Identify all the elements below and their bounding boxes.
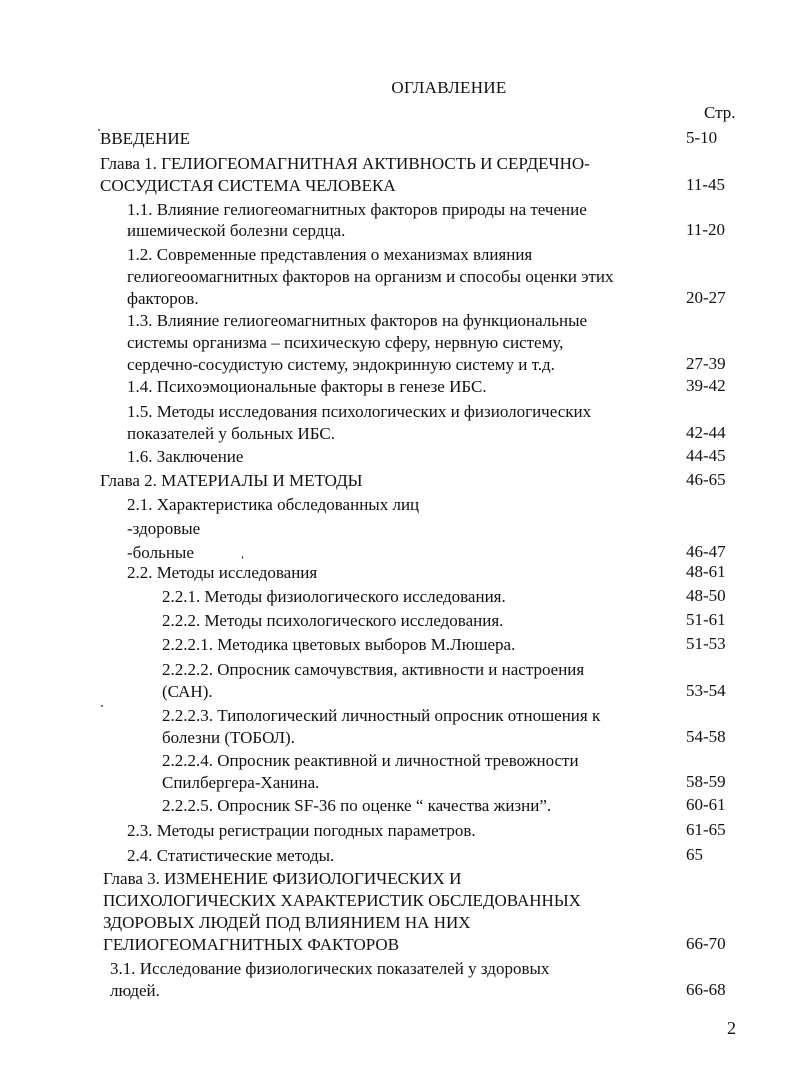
toc-entry-line: 2.2.2.4. Опросник реактивной и личностной тревожности bbox=[162, 751, 579, 770]
toc-entry-line: (САН). bbox=[162, 682, 213, 701]
toc-entry-page-range: 53-54 bbox=[686, 681, 726, 700]
toc-entry-line: 2.4. Статистические методы. bbox=[127, 846, 335, 865]
toc-entry-line: людей. bbox=[110, 981, 160, 1000]
toc-entry-line: ВВЕДЕНИЕ bbox=[100, 129, 190, 148]
toc-entry-page-range: 5-10 bbox=[686, 128, 718, 147]
toc-entry-page-range: 60-61 bbox=[686, 795, 726, 814]
toc-entry-page-range: 39-42 bbox=[686, 376, 726, 395]
page-number: 2 bbox=[727, 1018, 736, 1038]
toc-entry-page-range: 46-65 bbox=[686, 470, 726, 489]
toc-entry-page-range: 66-68 bbox=[686, 980, 726, 999]
toc-entry-page-range: 42-44 bbox=[686, 423, 726, 442]
toc-entry-page-range: 46-47 bbox=[686, 542, 726, 561]
toc-entry-line: 2.2.2.2. Опросник самочувствия, активности и настроения bbox=[162, 660, 585, 679]
toc-entry-line: -больные bbox=[127, 543, 194, 562]
toc-entry-line: 1.5. Методы исследования психологических и физиологических bbox=[127, 402, 592, 421]
toc-entry-line: 1.4. Психоэмоциональные факторы в генезе ИБС. bbox=[127, 377, 487, 396]
toc-entry-line: Глава 2. МАТЕРИАЛЫ И МЕТОДЫ bbox=[100, 471, 363, 490]
toc-entry-line: 2.2. Методы исследования bbox=[127, 563, 318, 582]
scan-speck bbox=[242, 556, 243, 559]
toc-entry-line: 3.1. Исследование физиологических показателей у здоровых bbox=[110, 959, 550, 978]
toc-entry-line: 2.2.2.3. Типологический личностный опросник отношения к bbox=[162, 706, 601, 725]
toc-entry-line: 2.3. Методы регистрации погодных параметров. bbox=[127, 821, 476, 840]
toc-entry-line: показателей у больных ИБС. bbox=[127, 424, 336, 443]
toc-entry-line: 1.2. Современные представления о механизмах влияния bbox=[127, 245, 533, 264]
toc-entry-line: Глава 1. ГЕЛИОГЕОМАГНИТНАЯ АКТИВНОСТЬ И СЕРДЕЧНО- bbox=[100, 154, 590, 173]
toc-entry-page-range: 51-53 bbox=[686, 634, 726, 653]
toc-entry-page-range: 11-20 bbox=[686, 220, 726, 239]
toc-entry-line: гелиогеоомагнитных факторов на организм и способы оценки этих bbox=[127, 267, 614, 286]
toc-entry-line: 1.1. Влияние гелиогеомагнитных факторов природы на течение bbox=[127, 200, 587, 219]
scan-speck bbox=[101, 705, 103, 707]
toc-entry-line: системы организма – психическую сферу, нервную систему, bbox=[127, 333, 564, 352]
toc-entry-page-range: 51-61 bbox=[686, 610, 726, 629]
toc-entry-line: 1.6. Заключение bbox=[127, 447, 244, 466]
toc-entry-page-range: 58-59 bbox=[686, 772, 726, 791]
toc-entry-line: факторов. bbox=[127, 289, 199, 308]
toc-entry-line: ишемической болезни сердца. bbox=[127, 221, 346, 240]
toc-entry-line: 1.3. Влияние гелиогеомагнитных факторов на функциональные bbox=[127, 311, 588, 330]
toc-entry-line: -здоровые bbox=[127, 519, 201, 538]
toc-entry-page-range: 27-39 bbox=[686, 354, 726, 373]
toc-entry-line: ПСИХОЛОГИЧЕСКИХ ХАРАКТЕРИСТИК ОБСЛЕДОВАННЫХ bbox=[103, 891, 581, 910]
toc-entry-line: Глава 3. ИЗМЕНЕНИЕ ФИЗИОЛОГИЧЕСКИХ И bbox=[103, 869, 462, 888]
page-title: ОГЛАВЛЕНИЕ bbox=[391, 78, 507, 97]
toc-entry-line: болезни (ТОБОЛ). bbox=[162, 728, 295, 747]
toc-entry-page-range: 65 bbox=[686, 845, 703, 864]
toc-entry-line: 2.1. Характеристика обследованных лиц bbox=[127, 495, 420, 514]
toc-entry-page-range: 48-50 bbox=[686, 586, 726, 605]
toc-entry-line: 2.2.2.1. Методика цветовых выборов М.Люшера. bbox=[162, 635, 516, 654]
toc-entry-page-range: 11-45 bbox=[686, 175, 726, 194]
toc-entry-page-range: 20-27 bbox=[686, 288, 726, 307]
toc-entry-line: ЗДОРОВЫХ ЛЮДЕЙ ПОД ВЛИЯНИЕМ НА НИХ bbox=[103, 913, 471, 932]
toc-entry-page-range: 61-65 bbox=[686, 820, 726, 839]
toc-entry-page-range: 48-61 bbox=[686, 562, 726, 581]
toc-entry-line: 2.2.1. Методы физиологического исследования. bbox=[162, 587, 506, 606]
toc-entry-line: сердечно-сосудистую систему, эндокринную систему и т.д. bbox=[127, 355, 555, 374]
page-column-label: Стр. bbox=[704, 103, 736, 122]
toc-entry-line: Спилбергера-Ханина. bbox=[162, 773, 320, 792]
toc-entry-line: 2.2.2.5. Опросник SF-36 по оценке “ качества жизни”. bbox=[162, 796, 552, 815]
toc-entry-page-range: 54-58 bbox=[686, 727, 726, 746]
toc-entry-page-range: 66-70 bbox=[686, 934, 726, 953]
toc-entry-line: СОСУДИСТАЯ СИСТЕМА ЧЕЛОВЕКА bbox=[100, 176, 396, 195]
toc-entry-page-range: 44-45 bbox=[686, 446, 726, 465]
scan-speck bbox=[98, 129, 100, 131]
toc-entry-line: 2.2.2. Методы психологического исследования. bbox=[162, 611, 504, 630]
toc-entry-line: ГЕЛИОГЕОМАГНИТНЫХ ФАКТОРОВ bbox=[103, 935, 400, 954]
